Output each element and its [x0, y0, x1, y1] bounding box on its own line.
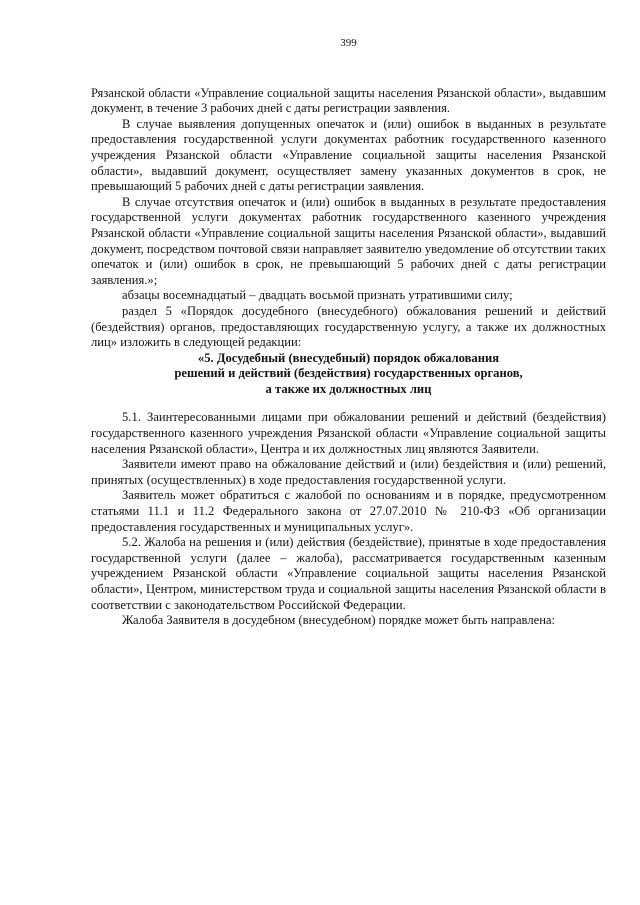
page-number: 399 — [340, 37, 357, 49]
section-heading-line: а также их должностных лиц — [265, 381, 432, 396]
paragraph: 5.1. Заинтересованными лицами при обжаловании решений и действий (бездействия) государственного казенного учреждения Рязанской области «Управление социальной защиты населения Рязанской области», Центра и их должностных лиц являются Заявители. — [91, 410, 606, 456]
paragraph: раздел 5 «Порядок досудебного (внесудебного) обжалования решений и действий (бездействия) органов, предоставляющих государственную услугу, а также их должностных лиц» изложить в следующей редакции: — [91, 303, 606, 350]
paragraph: Жалоба Заявителя в досудебном (внесудебном) порядке может быть направлена: — [122, 613, 556, 628]
paragraph: абзацы восемнадцатый – двадцать восьмой признать утратившими силу; — [122, 288, 513, 303]
section-heading-line: решений и действий (бездействия) государственных органов, — [174, 366, 523, 381]
section-heading — [91, 351, 606, 398]
paragraph: Рязанской области «Управление социальной защиты населения Рязанской области», выдавшим документ, в течение 3 рабочих дней с даты регистрации заявления. — [91, 85, 606, 116]
paragraph: Заявитель может обратиться с жалобой по основаниям и в порядке, предусмотренном статьями 11.1 и 11.2 Федерального закона от 27.07.2010 № 210-ФЗ «Об организации предоставления государственных и муниципальных услуг». — [91, 488, 606, 534]
paragraph: 5.2. Жалоба на решения и (или) действия (бездействие), принятые в ходе предоставления государственной услуги (далее – жалоба), рассматривается государственным казенным учреждением Рязанской области «Управление социальной защиты населения Рязанской области», Центром, министерством труда и социальной защиты населения Рязанской области в соответствии с законодательством Российской Федерации. — [91, 535, 606, 612]
section-heading-line: «5. Досудебный (внесудебный) порядок обжалования — [197, 350, 500, 365]
paragraph: В случае выявления допущенных опечаток и (или) ошибок в выданных в результате предоставления государственной услуги документах работник государственного казенного учреждения Рязанской области «Управление социальной защиты населения Рязанской области», выдавший документ, осуществляет замену указанных документов в срок, не превышающий 5 рабочих дней с даты регистрации заявления. — [91, 116, 606, 194]
paragraph: Заявители имеют право на обжалование действий и (или) бездействия и (или) решений, принятых (осуществленных) в ходе предоставления государственной услуги. — [91, 457, 606, 487]
paragraph: В случае отсутствия опечаток и (или) ошибок в выданных в результате предоставления государственной услуги документах работник государственного казенного учреждения Рязанской области «Управление социальной защиты населения Рязанской области», выдавший документ, посредством почтовой связи направляет заявителю уведомление об отсутствии таких опечаток и (или) ошибок в срок, не превышающий 5 рабочих дней с даты регистрации заявления.»; — [91, 194, 606, 287]
